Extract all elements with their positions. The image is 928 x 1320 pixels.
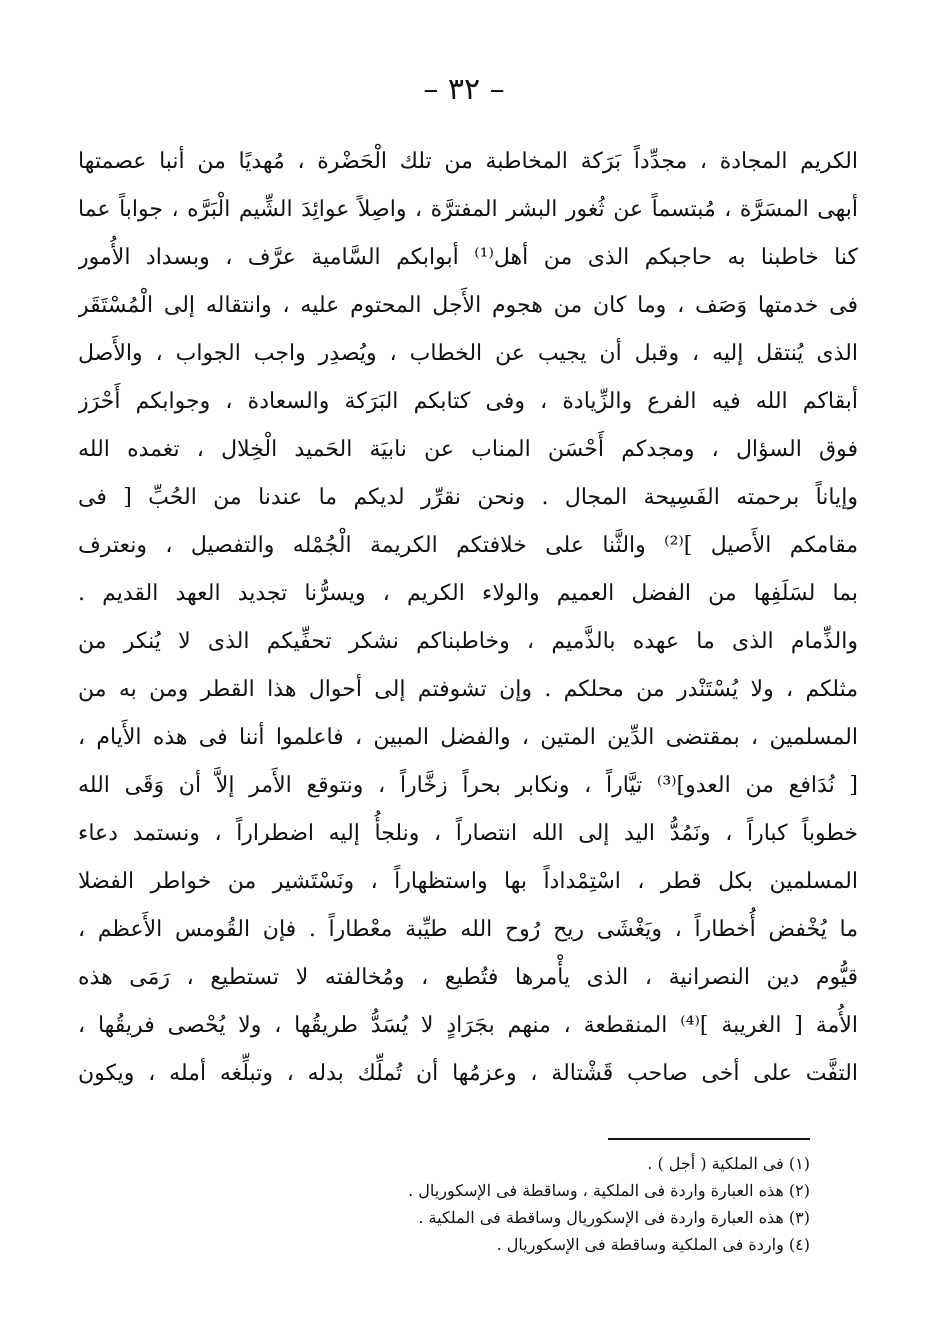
- body-text: [78, 138, 858, 1098]
- text-line: بما لسَلَفِها من الفضل العميم والولاء الكريم ، ويسرُّنا تجديد العهد القديم .: [78, 581, 858, 606]
- footnote-2: (٢) هذه العبارة واردة فى الملكية ، وساقطة فى الإسكوريال .: [408, 1181, 810, 1200]
- text-line: الكريم المجادة ، مجدِّداً بَرَكة المخاطبة من تلك الْحَضْرة ، مُهديًا من أنبا عصمتها: [78, 149, 858, 174]
- text-line: الذى يُنتقل إليه ، وقبل أن يجيب عن الخطاب ، ويُصدِر واجب الجواب ، والأَصل: [78, 341, 858, 366]
- text-line: المسلمين ، بمقتضى الدِّين المتين ، والفضل المبين ، فاعلموا أننا فى هذه الأَيام ،: [78, 725, 858, 750]
- text-line: مقامكم الأَصيل ]⁽²⁾ والثَّنا على خلافتكم الكريمة الْجُمْله والتفصيل ، ونعترف: [78, 533, 858, 558]
- text-line: الأُمة [ الغريبة ]⁽⁴⁾ المنقطعة ، منهم بجَرَادٍ لا يُسَدُّ طريقُها ، ولا يُحْصى فريقُها ،: [78, 1013, 858, 1038]
- text-line: خطوباً كباراً ، ونَمُدُّ اليد إلى الله انتصاراً ، ونلجأُ إليه اضطراراً ، ونستمد دعاء: [78, 821, 858, 846]
- footnotes: [300, 1150, 810, 1258]
- text-line: والذِّمام الذى ما عهده بالذَّميم ، وخاطبناكم نشكر تحفِّيكم الذى لا يُنكر من: [78, 629, 858, 654]
- footnote-1: (١) فى الملكية ( أجل ) .: [647, 1154, 810, 1173]
- text-line: أبهى المسَرَّة ، مُبتسماً عن ثُغور البشر المفترَّة ، واصِلاً عوائِدَ الشِّيم الْبَرَّه ، جواباً عما: [78, 197, 858, 222]
- page-number: – ٣٢ –: [423, 72, 505, 107]
- text-line: كنا خاطبنا به حاجبكم الذى من أهل⁽¹⁾ أبوابكم السَّامية عرَّف ، وبسداد الأُمور: [78, 245, 858, 270]
- text-line: التفَّت على أخى صاحب قَشْتالة ، وعزمُها أن تُملِّك بدله ، وتبلِّغه أمله ، ويكون: [78, 1061, 858, 1086]
- text-line: فوق السؤال ، ومجدكم أَحْسَن المناب عن نابيَة الحَميد الْخِلال ، تغمده الله: [78, 437, 858, 462]
- footnote-4: (٤) واردة فى الملكية وساقطة فى الإسكوريال .: [496, 1235, 810, 1254]
- footnote-divider: [608, 1138, 810, 1140]
- text-line: فى خدمتها وَصَف ، وما كان من هجوم الأَجل المحتوم عليه ، وانتقاله إلى الْمُسْتَقَر: [78, 293, 858, 318]
- text-line: قيُّوم دين النصرانية ، الذى يأْمرها فتُطيع ، ومُخالفته لا تستطيع ، رَمَى هذه: [78, 965, 858, 990]
- text-line: ما يُخْفض أُخطاراً ، ويَغْشَى ريح رُوح الله طيِّبة معْطاراً . فإن القُومس الأَعظم ،: [78, 917, 858, 942]
- footnote-3: (٣) هذه العبارة واردة فى الإسكوريال وساقطة فى الملكية .: [418, 1208, 810, 1227]
- text-line: مثلكم ، ولا يُسْتَنْدر من محلكم . وإن تشوفتم إلى أحوال هذا القطر ومن به من: [78, 677, 858, 702]
- text-line: [ نُدَافع من العدو]⁽³⁾ تيَّاراً ، ونكابر بحراً زخَّاراً ، ونتوقع الأَمر إلاَّ أن وَقَى الله: [78, 773, 858, 798]
- text-line: أبقاكم الله فيه الفرع والزِّيادة ، وفى كتابكم البَرَكة والسعادة ، وجوابكم أَحْرَز: [78, 389, 858, 414]
- text-line: وإياناً برحمته الفَسِيحة المجال . ونحن نقرِّر لديكم ما عندنا من الحُبِّ [ فى: [78, 485, 858, 510]
- text-line: المسلمين بكل قطر ، اسْتِمْداداً بها واستظهاراً ، ونَسْتَشير من خواطر الفضلا: [78, 869, 858, 894]
